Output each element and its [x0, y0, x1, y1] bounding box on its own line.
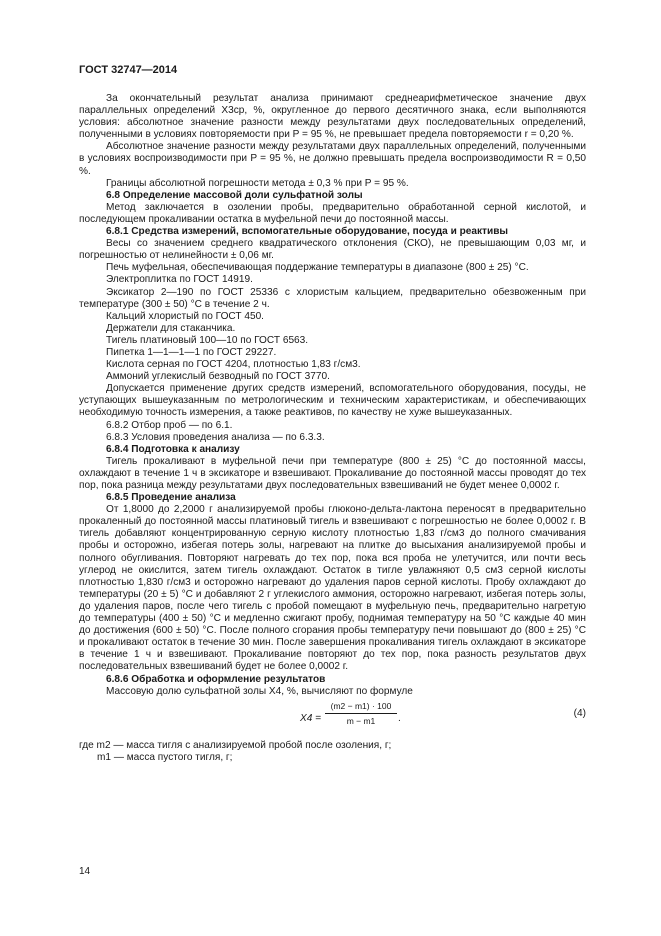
paragraph: Допускается применение других средств измерений, вспомогательного оборудования, посуды, не уступающих вышеуказанным по метрологическим и техническим характеристикам, и обеспечивающих необходимую точность измерения, а также реактивов, по качеству не хуже вышеуказанных.: [79, 383, 586, 419]
formula-4: [79, 700, 586, 736]
paragraph: Пипетка 1—1—1—1 по ГОСТ 29227.: [106, 346, 277, 358]
section-heading: 6.8.6 Обработка и оформление результатов: [106, 673, 326, 685]
paragraph: Кислота серная по ГОСТ 4204, плотностью 1,83 г/см3.: [106, 359, 361, 371]
formula-fraction: [325, 700, 397, 727]
paragraph: Аммоний углекислый безводный по ГОСТ 3770.: [106, 371, 330, 383]
paragraph: Тигель платиновый 100—10 по ГОСТ 6563.: [106, 334, 309, 346]
paragraph: За окончательный результат анализа принимают среднеарифметическое значение двух параллельных определений X3ср, %, округленное до первого десятичного знака, если выполняются условия: абсолютное значение разности между результатами двух последовательных определений, полученными в условиях повторяемости при P = 95 %, не превышает предела повторяемости r = 0,20 %.: [79, 93, 586, 141]
formula-denominator: m − m1: [346, 715, 376, 726]
where-line-1: где m2 — масса тигля с анализируемой пробой после озоления, г;: [79, 739, 392, 751]
paragraph: Тигель прокаливают в муфельной печи при температуре (800 ± 25) °С до постоянной массы, охлаждают в течение 1 ч в эксикаторе и взвешивают. Прокаливание до постоянной массы проводят до тех пор, пока разница между результатами двух последовательных взвешиваний не будет менее 0,0002 г.: [79, 455, 586, 491]
paragraph: Весы со значением среднего квадратического отклонения (СКО), не превышающим 0,03 мг, и погрешностью от нелинейности ± 0,06 мг.: [79, 238, 586, 262]
formula-tail: .: [398, 712, 401, 724]
section-heading: 6.8.1 Средства измерений, вспомогательные оборудование, посуда и реактивы: [106, 226, 509, 238]
section-heading: 6.8.4 Подготовка к анализу: [106, 443, 240, 455]
paragraph: От 1,8000 до 2,2000 г анализируемой пробы глюконо-дельта-лактона переносят в предварительно прокаленный до постоянной массы платиновый тигель и взвешивают с погрешностью не более 0,0002 г. В тигель добавляют концентрированную серную кислоту плотностью 1,83 г/см3 до полного смачивания пробы и осторожно, избегая потерь золы, нагревают на плитке до высыхания анализируемой пробы и полного обугливания. Повторяют нагревать до тех пор, пока вся проба не улетучится, или почти весь углерод не окислится, затем тигель охлаждают. Остаток в тигле увлажняют 0,5 см3 серной кислоты плотностью 1,830 г/см3 и осторожно нагревают до удаления паров серной кислоты. Пробу охлаждают до температуры (20 ± 5) °С и добавляют 2 г углекислого аммония, осторожно нагревают, избегая потерь золы, до удаления паров, после чего тигель с пробой помещают в муфельную печь, предварительно нагретую до температуры (400 ± 50) °С и медленно сжигают пробу, поднимая температуру на 50 °С каждые 40 мин до достижения (600 ± 50) °С. После полного сгорания пробы температуру печи повышают до (800 ± 25) °С и прокаливают остаток в течение 30 мин. После завершения прокаливания тигель охлаждают в эксикаторе в течение 1 ч и взвешивают. Прокаливание повторяют до тех пор, пока разность результатов двух последовательных взвешиваний будет не более 0,0002 г.: [79, 504, 586, 673]
paragraph: Абсолютное значение разности между результатами двух параллельных определений, полученными в условиях воспроизводимости при P = 95 %, не должно превышать предела воспроизводимости R = 0,50 %.: [79, 141, 586, 177]
section-heading: 6.8.5 Проведение анализа: [106, 492, 236, 504]
paragraph: Печь муфельная, обеспечивающая поддержание температуры в диапазоне (800 ± 25) °С.: [106, 262, 529, 274]
paragraph: Массовую долю сульфатной золы X4, %, вычисляют по формуле: [106, 685, 413, 697]
paragraph: Кальций хлористый по ГОСТ 450.: [106, 310, 264, 322]
document-header: ГОСТ 32747—2014: [79, 64, 178, 76]
paragraph: 6.8.2 Отбор проб — по 6.1.: [106, 419, 233, 431]
paragraph: Держатели для стаканчика.: [106, 322, 236, 334]
fraction-bar: [325, 713, 397, 714]
formula-number: (4): [573, 707, 586, 719]
page-number: 14: [79, 866, 91, 877]
paragraph: 6.8.3 Условия проведения анализа — по 6.3.3.: [106, 431, 325, 443]
paragraph: Эксикатор 2—190 по ГОСТ 25336 с хлористым кальцием, предварительно обезвоженным при температуре (300 ± 50) °С в течение 2 ч.: [79, 286, 586, 310]
paragraph: Границы абсолютной погрешности метода ± 0,3 % при P = 95 %.: [106, 177, 409, 189]
section-heading: 6.8 Определение массовой доли сульфатной золы: [106, 189, 363, 201]
paragraph: Электроплитка по ГОСТ 14919.: [106, 274, 253, 286]
where-line-2: m1 — масса пустого тигля, г;: [97, 751, 233, 763]
page-content: [79, 93, 586, 764]
formula-lhs: X4 =: [300, 712, 322, 724]
paragraph: Метод заключается в озолении пробы, предварительно обработанной серной кислотой, и последующем прокаливании остатка в муфельной печи до постоянной массы.: [79, 201, 586, 225]
formula-numerator: (m2 − m1) · 100: [330, 700, 392, 711]
